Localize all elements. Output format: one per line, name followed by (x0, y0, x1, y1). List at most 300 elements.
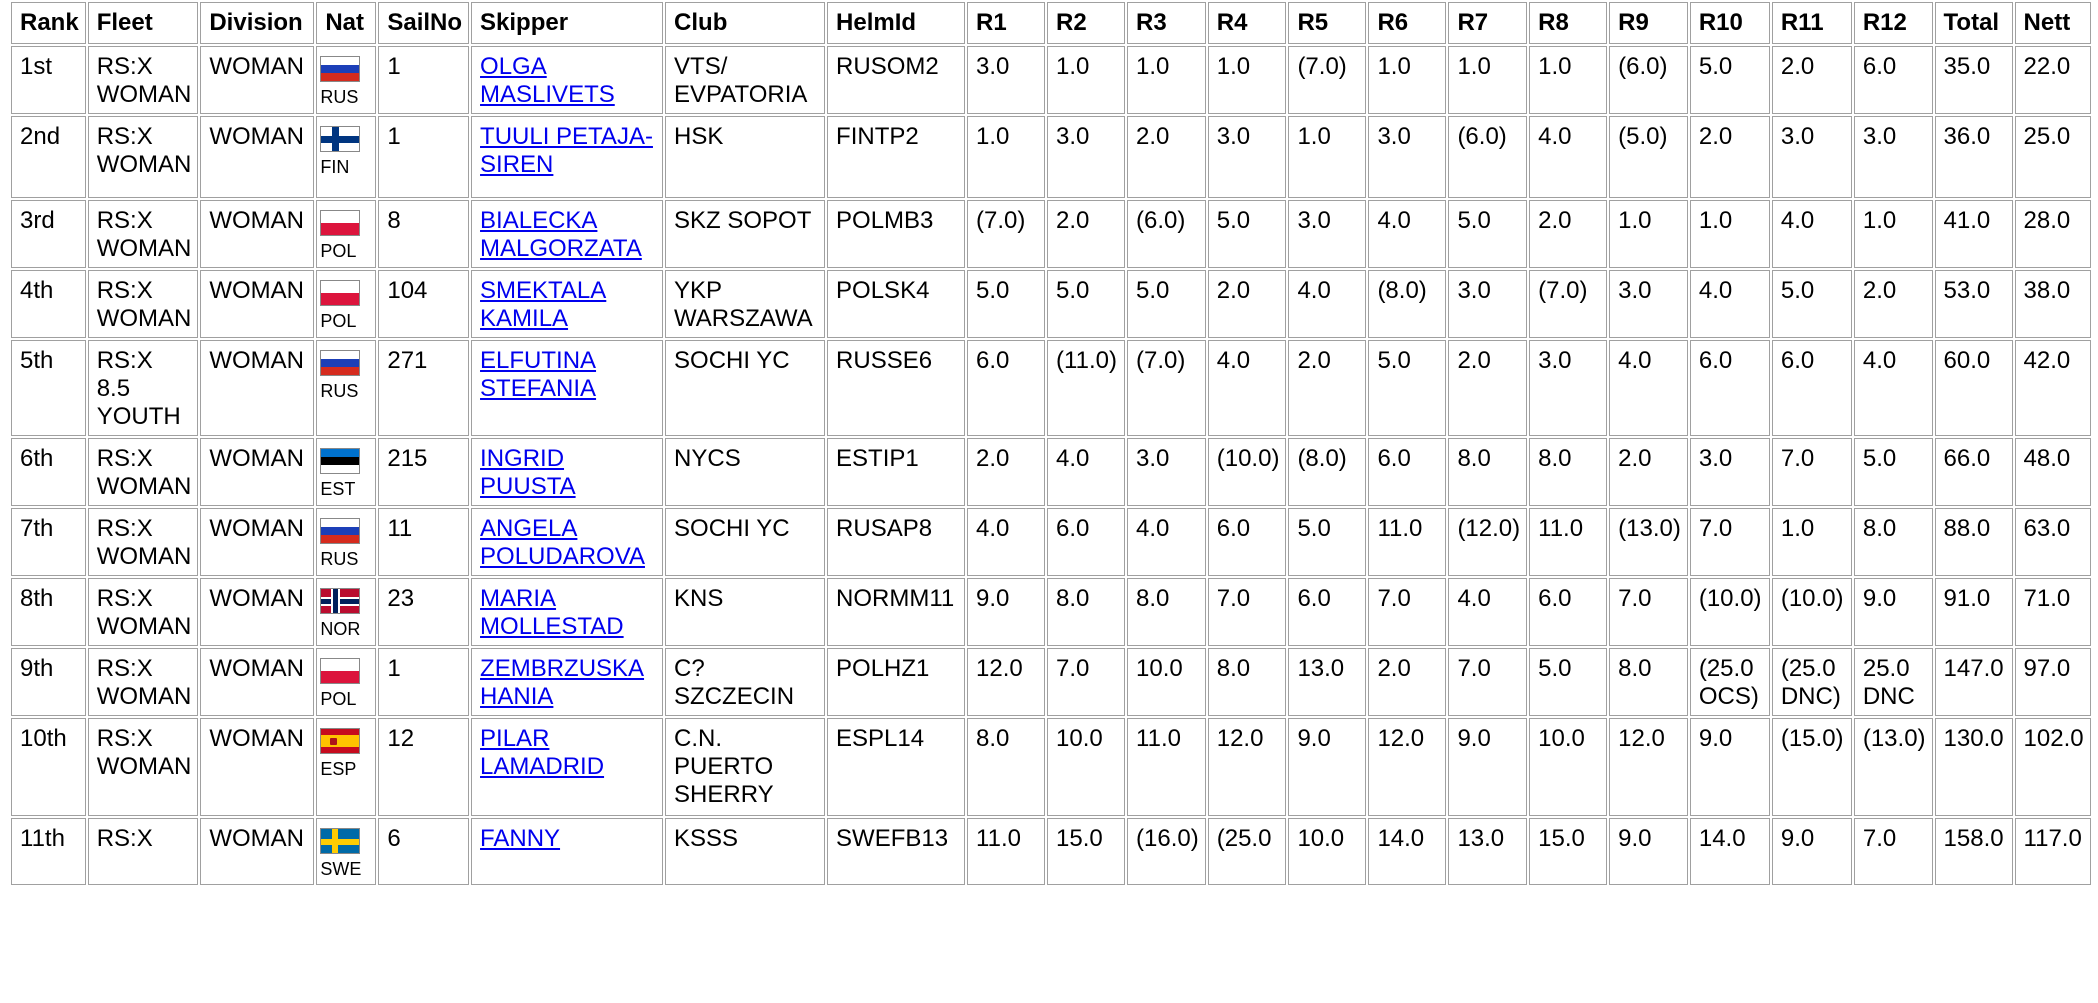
r12-cell: 8.0 (1854, 508, 1933, 576)
nett-cell: 48.0 (2015, 438, 2091, 506)
r6-cell: 12.0 (1368, 718, 1446, 816)
flag-icon (320, 350, 360, 376)
r3-cell: 10.0 (1127, 648, 1206, 716)
rank-cell: 6th (11, 438, 86, 506)
r5-cell: 5.0 (1288, 508, 1366, 576)
club-cell: NYCS (665, 438, 825, 506)
column-header-r11: R11 (1772, 2, 1852, 44)
skipper-cell (471, 818, 663, 885)
division-cell: WOMAN (200, 578, 314, 646)
sail-no-cell: 215 (378, 438, 469, 506)
r7-cell: 1.0 (1448, 46, 1527, 114)
flag-icon (320, 56, 360, 82)
division-cell: WOMAN (200, 508, 314, 576)
column-header-r4: R4 (1208, 2, 1287, 44)
division-cell: WOMAN (200, 46, 314, 114)
rank-cell: 10th (11, 718, 86, 816)
skipper-link[interactable]: BIALECKA MALGORZATA (480, 207, 642, 262)
r7-cell: 13.0 (1448, 818, 1527, 885)
r4-cell: 4.0 (1208, 340, 1287, 436)
skipper-cell (471, 578, 663, 646)
column-header-nat: Nat (316, 2, 376, 44)
skipper-link[interactable]: ANGELA POLUDAROVA (480, 515, 645, 570)
division-cell: WOMAN (200, 270, 314, 338)
r3-cell: (6.0) (1127, 200, 1206, 268)
sail-no-cell: 271 (378, 340, 469, 436)
r9-cell: 7.0 (1609, 578, 1688, 646)
r7-cell: (6.0) (1448, 116, 1527, 198)
division-cell: WOMAN (200, 438, 314, 506)
r4-cell: 8.0 (1208, 648, 1287, 716)
r5-cell: 9.0 (1288, 718, 1366, 816)
r6-cell: 4.0 (1368, 200, 1446, 268)
r6-cell: 7.0 (1368, 578, 1446, 646)
r1-cell: 6.0 (967, 340, 1045, 436)
skipper-cell (471, 270, 663, 338)
flag-icon (320, 658, 360, 684)
r6-cell: 1.0 (1368, 46, 1446, 114)
column-header-r7: R7 (1448, 2, 1527, 44)
header-row (11, 2, 2091, 44)
table-row (11, 718, 2091, 816)
club-cell: SOCHI YC (665, 508, 825, 576)
r1-cell: 1.0 (967, 116, 1045, 198)
r7-cell: 3.0 (1448, 270, 1527, 338)
column-header-division: Division (200, 2, 314, 44)
rank-cell: 9th (11, 648, 86, 716)
skipper-link[interactable]: PILAR LAMADRID (480, 725, 605, 780)
division-cell: WOMAN (200, 340, 314, 436)
r7-cell: 7.0 (1448, 648, 1527, 716)
club-cell: SKZ SOPOT (665, 200, 825, 268)
total-cell: 35.0 (1935, 46, 2013, 114)
nett-cell: 117.0 (2015, 818, 2091, 885)
r10-cell: 14.0 (1690, 818, 1770, 885)
r9-cell: 1.0 (1609, 200, 1688, 268)
helm-id-cell: POLHZ1 (827, 648, 965, 716)
r3-cell: (16.0) (1127, 818, 1206, 885)
skipper-link[interactable]: SMEKTALA KAMILA (480, 277, 607, 332)
column-header-skipper: Skipper (471, 2, 663, 44)
r3-cell: 5.0 (1127, 270, 1206, 338)
helm-id-cell: POLMB3 (827, 200, 965, 268)
nation-code: RUS (320, 87, 359, 107)
r2-cell: 5.0 (1047, 270, 1125, 338)
division-cell: WOMAN (200, 200, 314, 268)
r11-cell: (25.0 DNC) (1772, 648, 1852, 716)
r5-cell: 4.0 (1288, 270, 1366, 338)
nat-cell (316, 340, 376, 436)
r1-cell: 12.0 (967, 648, 1045, 716)
r3-cell: 1.0 (1127, 46, 1206, 114)
r12-cell: 3.0 (1854, 116, 1933, 198)
nett-cell: 42.0 (2015, 340, 2091, 436)
r2-cell: 8.0 (1047, 578, 1125, 646)
helm-id-cell: SWEFB13 (827, 818, 965, 885)
r5-cell: (7.0) (1288, 46, 1366, 114)
r12-cell: 6.0 (1854, 46, 1933, 114)
helm-id-cell: RUSSE6 (827, 340, 965, 436)
nat-cell (316, 578, 376, 646)
flag-icon (320, 588, 360, 614)
r6-cell: 14.0 (1368, 818, 1446, 885)
rank-cell: 3rd (11, 200, 86, 268)
column-header-total: Total (1935, 2, 2013, 44)
r7-cell: 2.0 (1448, 340, 1527, 436)
skipper-link[interactable]: ZEMBRZUSKA HANIA (480, 655, 645, 710)
total-cell: 88.0 (1935, 508, 2013, 576)
r2-cell: 3.0 (1047, 116, 1125, 198)
fleet-cell: RS:X WOMAN (88, 438, 199, 506)
column-header-r6: R6 (1368, 2, 1446, 44)
flag-icon (320, 448, 360, 474)
r3-cell: (7.0) (1127, 340, 1206, 436)
nation-code: EST (320, 479, 356, 499)
fleet-cell: RS:X WOMAN (88, 578, 199, 646)
skipper-cell (471, 718, 663, 816)
r2-cell: 2.0 (1047, 200, 1125, 268)
skipper-link[interactable]: INGRID PUUSTA (480, 445, 576, 500)
flag-icon (320, 126, 360, 152)
sail-no-cell: 1 (378, 116, 469, 198)
column-header-nett: Nett (2015, 2, 2091, 44)
r9-cell: 9.0 (1609, 818, 1688, 885)
r12-cell: (13.0) (1854, 718, 1933, 816)
r3-cell: 2.0 (1127, 116, 1206, 198)
helm-id-cell: RUSAP8 (827, 508, 965, 576)
r1-cell: 8.0 (967, 718, 1045, 816)
r3-cell: 11.0 (1127, 718, 1206, 816)
r6-cell: (8.0) (1368, 270, 1446, 338)
r7-cell: 8.0 (1448, 438, 1527, 506)
flag-icon (320, 518, 360, 544)
r1-cell: 11.0 (967, 818, 1045, 885)
nation-code: POL (320, 689, 357, 709)
r10-cell: 5.0 (1690, 46, 1770, 114)
sail-no-cell: 1 (378, 648, 469, 716)
r10-cell: 6.0 (1690, 340, 1770, 436)
r8-cell: 4.0 (1529, 116, 1607, 198)
r6-cell: 5.0 (1368, 340, 1446, 436)
r9-cell: 3.0 (1609, 270, 1688, 338)
skipper-cell (471, 46, 663, 114)
r8-cell: 1.0 (1529, 46, 1607, 114)
r8-cell: 11.0 (1529, 508, 1607, 576)
table-row (11, 508, 2091, 576)
r3-cell: 3.0 (1127, 438, 1206, 506)
sail-no-cell: 11 (378, 508, 469, 576)
column-header-r1: R1 (967, 2, 1045, 44)
r11-cell: 7.0 (1772, 438, 1852, 506)
table-row (11, 578, 2091, 646)
r7-cell: 5.0 (1448, 200, 1527, 268)
sail-no-cell: 104 (378, 270, 469, 338)
skipper-cell (471, 340, 663, 436)
r5-cell: 2.0 (1288, 340, 1366, 436)
skipper-cell (471, 508, 663, 576)
r4-cell: 3.0 (1208, 116, 1287, 198)
flag-icon (320, 828, 360, 854)
nett-cell: 28.0 (2015, 200, 2091, 268)
fleet-cell: RS:X WOMAN (88, 200, 199, 268)
total-cell: 53.0 (1935, 270, 2013, 338)
helm-id-cell: ESTIP1 (827, 438, 965, 506)
nett-cell: 97.0 (2015, 648, 2091, 716)
club-cell: VTS/ EVPATORIA (665, 46, 825, 114)
nation-code: RUS (320, 381, 359, 401)
r2-cell: 6.0 (1047, 508, 1125, 576)
r12-cell: 1.0 (1854, 200, 1933, 268)
fleet-cell: RS:X WOMAN (88, 46, 199, 114)
club-cell: KNS (665, 578, 825, 646)
column-header-r10: R10 (1690, 2, 1770, 44)
r6-cell: 3.0 (1368, 116, 1446, 198)
column-header-sail-no: SailNo (378, 2, 469, 44)
sail-no-cell: 6 (378, 818, 469, 885)
r8-cell: 2.0 (1529, 200, 1607, 268)
column-header-rank: Rank (11, 2, 86, 44)
r5-cell: (8.0) (1288, 438, 1366, 506)
division-cell: WOMAN (200, 818, 314, 885)
r11-cell: (10.0) (1772, 578, 1852, 646)
skipper-link[interactable]: FANNY (480, 825, 561, 852)
r5-cell: 6.0 (1288, 578, 1366, 646)
skipper-cell (471, 438, 663, 506)
r9-cell: (6.0) (1609, 46, 1688, 114)
r1-cell: 9.0 (967, 578, 1045, 646)
fleet-cell: RS:X WOMAN (88, 270, 199, 338)
r12-cell: 2.0 (1854, 270, 1933, 338)
nat-cell (316, 718, 376, 816)
nett-cell: 22.0 (2015, 46, 2091, 114)
total-cell: 147.0 (1935, 648, 2013, 716)
r1-cell: (7.0) (967, 200, 1045, 268)
flag-icon (320, 280, 360, 306)
r9-cell: 4.0 (1609, 340, 1688, 436)
r8-cell: 6.0 (1529, 578, 1607, 646)
nett-cell: 38.0 (2015, 270, 2091, 338)
r2-cell: (11.0) (1047, 340, 1125, 436)
r12-cell: 25.0 DNC (1854, 648, 1933, 716)
table-row (11, 438, 2091, 506)
r9-cell: 12.0 (1609, 718, 1688, 816)
total-cell: 91.0 (1935, 578, 2013, 646)
total-cell: 158.0 (1935, 818, 2013, 885)
flag-icon (320, 210, 360, 236)
r12-cell: 5.0 (1854, 438, 1933, 506)
fleet-cell: RS:X WOMAN (88, 508, 199, 576)
nett-cell: 102.0 (2015, 718, 2091, 816)
nation-code: FIN (320, 157, 350, 177)
r6-cell: 2.0 (1368, 648, 1446, 716)
table-row (11, 818, 2091, 885)
nation-code: NOR (320, 619, 361, 639)
rank-cell: 1st (11, 46, 86, 114)
r6-cell: 11.0 (1368, 508, 1446, 576)
r9-cell: 2.0 (1609, 438, 1688, 506)
nat-cell (316, 46, 376, 114)
nat-cell (316, 200, 376, 268)
r10-cell: 1.0 (1690, 200, 1770, 268)
table-row (11, 46, 2091, 114)
skipper-link[interactable]: ELFUTINA STEFANIA (480, 347, 597, 402)
rank-cell: 2nd (11, 116, 86, 198)
sail-no-cell: 23 (378, 578, 469, 646)
fleet-cell: RS:X 8.5 YOUTH (88, 340, 199, 436)
r1-cell: 3.0 (967, 46, 1045, 114)
r4-cell: (10.0) (1208, 438, 1287, 506)
rank-cell: 7th (11, 508, 86, 576)
nat-cell (316, 508, 376, 576)
table-row (11, 200, 2091, 268)
r5-cell: 10.0 (1288, 818, 1366, 885)
nation-code: POL (320, 311, 357, 331)
column-header-r3: R3 (1127, 2, 1206, 44)
nation-code: SWE (320, 859, 362, 879)
r10-cell: 9.0 (1690, 718, 1770, 816)
r7-cell: 4.0 (1448, 578, 1527, 646)
column-header-r5: R5 (1288, 2, 1366, 44)
club-cell: SOCHI YC (665, 340, 825, 436)
total-cell: 36.0 (1935, 116, 2013, 198)
r11-cell: 2.0 (1772, 46, 1852, 114)
club-cell: C.N. PUERTO SHERRY (665, 718, 825, 816)
rank-cell: 4th (11, 270, 86, 338)
r3-cell: 4.0 (1127, 508, 1206, 576)
skipper-cell (471, 648, 663, 716)
r11-cell: 4.0 (1772, 200, 1852, 268)
r9-cell: (5.0) (1609, 116, 1688, 198)
column-header-r2: R2 (1047, 2, 1125, 44)
r10-cell: 7.0 (1690, 508, 1770, 576)
r3-cell: 8.0 (1127, 578, 1206, 646)
nat-cell (316, 818, 376, 885)
nat-cell (316, 270, 376, 338)
column-header-r12: R12 (1854, 2, 1933, 44)
r11-cell: 6.0 (1772, 340, 1852, 436)
r10-cell: 2.0 (1690, 116, 1770, 198)
club-cell: YKP WARSZAWA (665, 270, 825, 338)
nett-cell: 25.0 (2015, 116, 2091, 198)
table-row (11, 116, 2091, 198)
skipper-link[interactable]: OLGA MASLIVETS (480, 53, 615, 108)
r8-cell: 15.0 (1529, 818, 1607, 885)
helm-id-cell: RUSOM2 (827, 46, 965, 114)
fleet-cell: RS:X (88, 818, 199, 885)
r5-cell: 3.0 (1288, 200, 1366, 268)
r9-cell: (13.0) (1609, 508, 1688, 576)
column-header-fleet: Fleet (88, 2, 199, 44)
nat-cell (316, 648, 376, 716)
nation-code: POL (320, 241, 357, 261)
club-cell: HSK (665, 116, 825, 198)
r11-cell: 3.0 (1772, 116, 1852, 198)
r9-cell: 8.0 (1609, 648, 1688, 716)
r11-cell: (15.0) (1772, 718, 1852, 816)
flag-icon (320, 728, 360, 754)
sail-no-cell: 1 (378, 46, 469, 114)
r12-cell: 4.0 (1854, 340, 1933, 436)
r8-cell: 3.0 (1529, 340, 1607, 436)
r1-cell: 5.0 (967, 270, 1045, 338)
nett-cell: 71.0 (2015, 578, 2091, 646)
r4-cell: 1.0 (1208, 46, 1287, 114)
fleet-cell: RS:X WOMAN (88, 718, 199, 816)
r12-cell: 7.0 (1854, 818, 1933, 885)
total-cell: 41.0 (1935, 200, 2013, 268)
fleet-cell: RS:X WOMAN (88, 648, 199, 716)
r11-cell: 9.0 (1772, 818, 1852, 885)
skipper-link[interactable]: MARIA MOLLESTAD (480, 585, 624, 640)
results-table (9, 0, 2093, 887)
r10-cell: (25.0 OCS) (1690, 648, 1770, 716)
r2-cell: 1.0 (1047, 46, 1125, 114)
total-cell: 60.0 (1935, 340, 2013, 436)
helm-id-cell: NORMM11 (827, 578, 965, 646)
column-header-r8: R8 (1529, 2, 1607, 44)
r4-cell: (25.0 (1208, 818, 1287, 885)
r2-cell: 7.0 (1047, 648, 1125, 716)
sail-no-cell: 12 (378, 718, 469, 816)
r7-cell: (12.0) (1448, 508, 1527, 576)
column-header-helm-id: HelmId (827, 2, 965, 44)
total-cell: 66.0 (1935, 438, 2013, 506)
r4-cell: 5.0 (1208, 200, 1287, 268)
r4-cell: 7.0 (1208, 578, 1287, 646)
r10-cell: 3.0 (1690, 438, 1770, 506)
r8-cell: (7.0) (1529, 270, 1607, 338)
club-cell: KSSS (665, 818, 825, 885)
skipper-link[interactable]: TUULI PETAJA-SIREN (480, 123, 653, 178)
sail-no-cell: 8 (378, 200, 469, 268)
r8-cell: 10.0 (1529, 718, 1607, 816)
r2-cell: 15.0 (1047, 818, 1125, 885)
column-header-club: Club (665, 2, 825, 44)
r5-cell: 1.0 (1288, 116, 1366, 198)
table-row (11, 270, 2091, 338)
r1-cell: 2.0 (967, 438, 1045, 506)
rank-cell: 11th (11, 818, 86, 885)
column-header-r9: R9 (1609, 2, 1688, 44)
r12-cell: 9.0 (1854, 578, 1933, 646)
r5-cell: 13.0 (1288, 648, 1366, 716)
r11-cell: 1.0 (1772, 508, 1852, 576)
table-row (11, 648, 2091, 716)
r4-cell: 12.0 (1208, 718, 1287, 816)
skipper-cell (471, 116, 663, 198)
nation-code: ESP (320, 759, 357, 779)
r8-cell: 5.0 (1529, 648, 1607, 716)
r10-cell: (10.0) (1690, 578, 1770, 646)
rank-cell: 5th (11, 340, 86, 436)
division-cell: WOMAN (200, 648, 314, 716)
r10-cell: 4.0 (1690, 270, 1770, 338)
helm-id-cell: ESPL14 (827, 718, 965, 816)
r4-cell: 2.0 (1208, 270, 1287, 338)
division-cell: WOMAN (200, 718, 314, 816)
nation-code: RUS (320, 549, 359, 569)
r2-cell: 4.0 (1047, 438, 1125, 506)
rank-cell: 8th (11, 578, 86, 646)
club-cell: C? SZCZECIN (665, 648, 825, 716)
nat-cell (316, 438, 376, 506)
r4-cell: 6.0 (1208, 508, 1287, 576)
helm-id-cell: FINTP2 (827, 116, 965, 198)
nett-cell: 63.0 (2015, 508, 2091, 576)
r8-cell: 8.0 (1529, 438, 1607, 506)
r2-cell: 10.0 (1047, 718, 1125, 816)
r6-cell: 6.0 (1368, 438, 1446, 506)
